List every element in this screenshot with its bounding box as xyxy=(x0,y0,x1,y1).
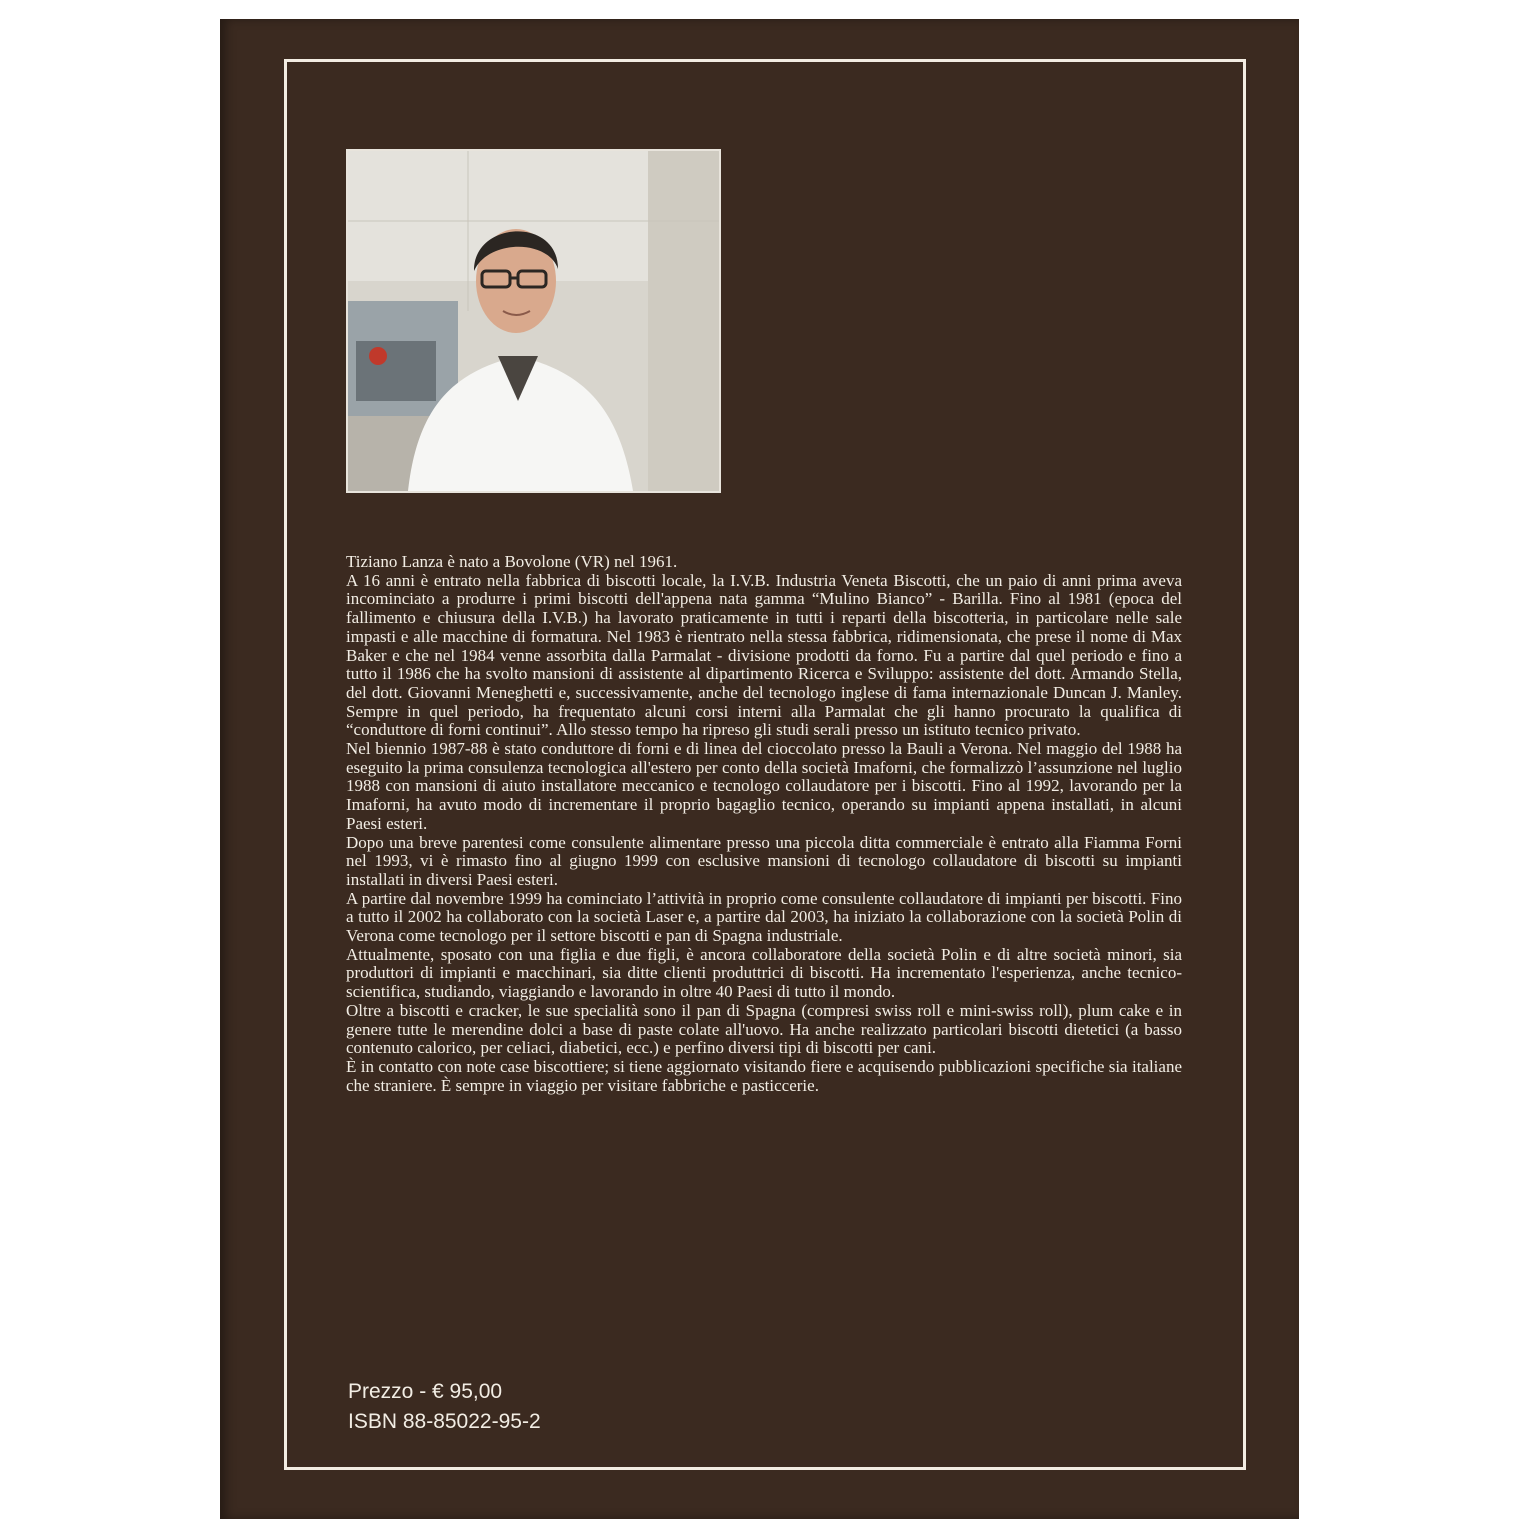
bio-paragraph: Attualmente, sposato con una figlia e due figli, è ancora collaboratore della società Polin e di altre società minori, sia produttori di impianti e macchinari, sia ditte clienti produttrici di biscotti. Ha incrementato l'esperienza, anche tecnico-scientifica, studiando, viaggiando e lavorando in oltre 40 Paesi di tutto il mondo. xyxy=(346,944,1182,1002)
bio-paragraph: Tiziano Lanza è nato a Bovolone (VR) nel 1961. xyxy=(346,552,678,571)
author-biography xyxy=(346,553,1182,1095)
bio-paragraph: A 16 anni è entrato nella fabbrica di biscotti locale, la I.V.B. Industria Veneta Biscotti, che un paio di anni prima aveva incominciato a produrre i primi biscotti dell'appena nata gamma “Mulino Bianco” - Barilla. Fino al 1981 (epoca del fallimento e chiusura della I.V.B.) ha lavorato praticamente in tutti i reparti della biscotteria, in particolare nelle sale impasti e alle macchine di formatura. Nel 1983 è rientrato nella stessa fabbrica, ridimensionata, che prese il nome di Max Baker e che nel 1984 venne assorbita dalla Parmalat - divisione prodotti da forno. Fu a partire dal quel periodo e fino a tutto il 1986 che ha svolto mansioni di assistente al dipartimento Ricerca e Sviluppo: assistente del dott. Armando Stella, del dott. Giovanni Meneghetti e, successivamente, anche del tecnologo inglese di fama internazionale Duncan J. Manley. Sempre in quel periodo, ha frequentato alcuni corsi interni alla Parmalat che gli hanno procurato la qualifica di “conduttore di forni continui”. Allo stesso tempo ha ripreso gli studi serali presso un istituto tecnico privato. xyxy=(346,570,1182,740)
author-photo xyxy=(346,149,721,493)
bio-paragraph: Oltre a biscotti e cracker, le sue specialità sono il pan di Spagna (compresi swiss roll e mini-swiss roll), plum cake e in genere tutte le merendine dolci a base di paste colate all'uovo. Ha anche realizzato particolari biscotti dietetici (a basso contenuto calorico, per celiaci, diabetici, ecc.) e perfino diversi tipi di biscotti per cani. xyxy=(346,1000,1182,1058)
isbn-label: ISBN 88-85022-95-2 xyxy=(348,1410,541,1433)
bio-paragraph: Nel biennio 1987-88 è stato conduttore di forni e di linea del cioccolato presso la Bauli a Verona. Nel maggio del 1988 ha eseguito la prima consulenza tecnologica all'estero per conto della società Imaforni, che formalizzò l’assunzione nel luglio 1988 con mansioni di aiuto installatore meccanico e tecnologo collaudatore per i biscotti. Fino al 1992, lavorando per la Imaforni, ha avuto modo di incrementare il proprio bagaglio tecnico, operando su impianti appena installati, in alcuni Paesi esteri. xyxy=(346,739,1182,833)
bio-paragraph: A partire dal novembre 1999 ha cominciato l’attività in proprio come consulente collaudatore di impianti per biscotti. Fino a tutto il 2002 ha collaborato con la società Laser e, a partire dal 2003, ha iniziato la collaborazione con la società Polin di Verona come tecnologo per il settore biscotti e pan di Spagna industriale. xyxy=(346,888,1182,946)
bio-paragraph: Dopo una breve parentesi come consulente alimentare presso una piccola ditta commerciale è entrato alla Fiamma Forni nel 1993, vi è rimasto fino al giugno 1999 con esclusive mansioni di tecnologo collaudatore di biscotti su impianti installati in diversi Paesi esteri. xyxy=(346,832,1182,889)
price-label: Prezzo - € 95,00 xyxy=(348,1380,503,1403)
bio-paragraph: È in contatto con note case biscottiere; si tiene aggiornato visitando fiere e acquisendo pubblicazioni specifiche sia italiane che straniere. È sempre in viaggio per visitare fabbriche e pasticcerie. xyxy=(346,1056,1182,1095)
